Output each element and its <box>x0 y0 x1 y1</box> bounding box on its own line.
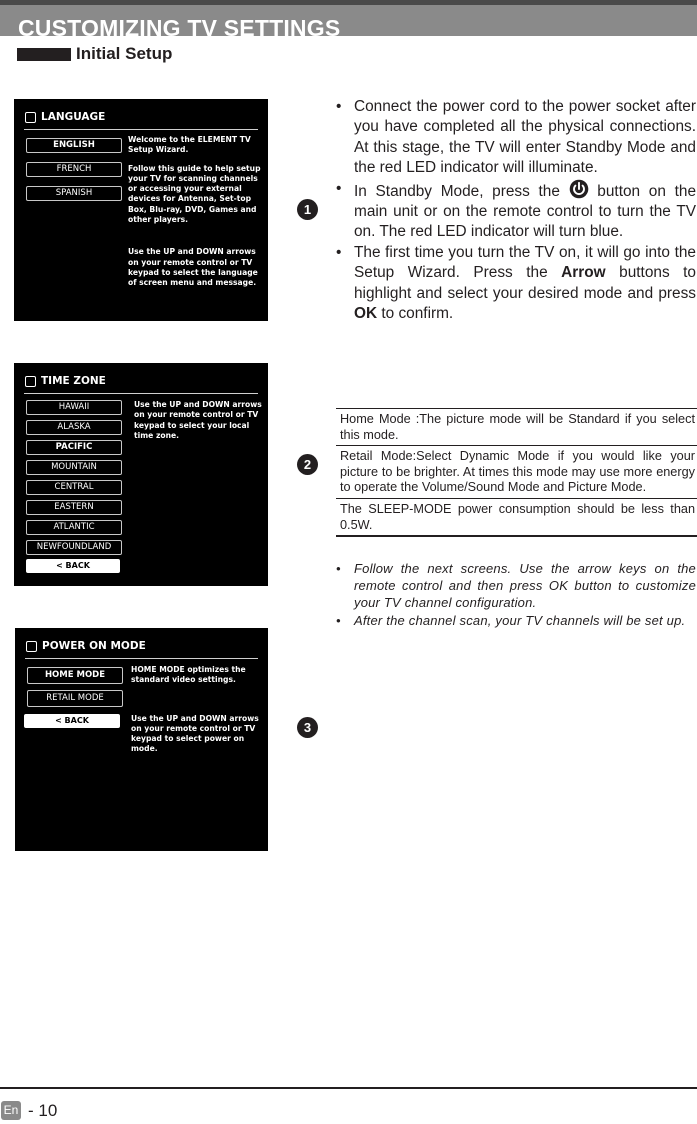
back-button[interactable]: < BACK <box>26 559 120 573</box>
divider <box>25 658 258 659</box>
language-badge: En <box>1 1101 21 1120</box>
section-marker <box>17 48 71 61</box>
instruction-text: Use the UP and DOWN arrows on your remote control or TV keypad to select power on mode. <box>131 713 259 754</box>
section-title: Initial Setup <box>76 44 173 63</box>
language-header <box>25 111 105 123</box>
table-row: Retail Mode:Select Dynamic Mode if you would like your picture to be brighter. At times this mode may use more energy to operate the Volume/Sound Mode and Picture Mode. <box>336 445 697 498</box>
ok-keyword: OK <box>354 305 378 323</box>
checkbox-icon <box>25 376 36 387</box>
arrow-keyword: Arrow <box>561 264 606 282</box>
page-title: CUSTOMIZING TV SETTINGS <box>18 15 341 36</box>
language-option-english[interactable]: ENGLISH <box>26 138 122 153</box>
back-button[interactable]: < BACK <box>24 714 120 728</box>
language-title: LANGUAGE <box>41 111 106 123</box>
language-option-french[interactable]: FRENCH <box>26 162 122 177</box>
timezone-option-pacific[interactable]: PACIFIC <box>26 440 122 455</box>
footer-rule <box>0 1087 697 1089</box>
timezone-header <box>25 375 106 387</box>
checkbox-icon <box>25 112 36 123</box>
table-row: Home Mode :The picture mode will be Standard if you select this mode. <box>336 408 697 445</box>
list-item: • After the channel scan, your TV channels will be set up. <box>336 612 696 629</box>
page-number: - 10 <box>28 1101 58 1120</box>
timezone-option-mountain[interactable]: MOUNTAIN <box>26 460 122 475</box>
poweron-screen <box>15 628 268 851</box>
table-row: The SLEEP-MODE power consumption should be less than 0.5W. <box>336 498 697 537</box>
home-mode-text: HOME MODE optimizes the standard video settings. <box>131 665 246 685</box>
step-1-marker: 1 <box>297 199 318 220</box>
timezone-option-hawaii[interactable]: HAWAII <box>26 400 122 415</box>
timezone-info <box>134 400 262 449</box>
mode-table <box>336 408 697 537</box>
timezone-option-central[interactable]: CENTRAL <box>26 480 122 495</box>
welcome-text: Welcome to the ELEMENT TV Setup Wizard. <box>128 135 251 155</box>
guide-text: Follow this guide to help setup your TV for scanning channels or accessing your external devices for Antenna, Set-top Box, Blu-ray, DVD, Games and other players. <box>128 163 261 225</box>
divider <box>24 393 258 394</box>
poweron-info <box>131 665 261 763</box>
poweron-option-retail[interactable]: RETAIL MODE <box>27 690 123 707</box>
divider <box>24 129 258 130</box>
instruction-text: Use the UP and DOWN arrows on your remote control or TV keypad to select your local time zone. <box>134 400 262 440</box>
timezone-screen <box>14 363 268 586</box>
timezone-title: TIME ZONE <box>41 375 106 387</box>
bullet-text: Connect the power cord to the power socket after you have completed all the physical connections. At this stage, the TV will enter Standby Mode and the red LED indicator will illuminate. <box>354 98 696 177</box>
bullet-text: to confirm. <box>377 305 454 323</box>
list-item <box>336 179 696 243</box>
step1-instructions <box>336 97 696 324</box>
list-item <box>336 97 696 179</box>
checkbox-icon <box>26 641 37 652</box>
language-option-spanish[interactable]: SPANISH <box>26 186 122 201</box>
poweron-header <box>26 640 146 652</box>
timezone-option-atlantic[interactable]: ATLANTIC <box>26 520 122 535</box>
timezone-option-alaska[interactable]: ALASKA <box>26 420 122 435</box>
instruction-text: Use the UP and DOWN arrows on your remote control or TV keypad to select the language of screen menu and message. <box>128 247 258 288</box>
bullet-text: buttons to highlight and select your desired mode and press <box>354 264 696 302</box>
power-icon <box>569 179 589 199</box>
poweron-option-home[interactable]: HOME MODE <box>27 667 123 684</box>
bullet-text: In Standby Mode, press the <box>354 182 569 200</box>
step-2-marker: 2 <box>297 454 318 475</box>
timezone-option-eastern[interactable]: EASTERN <box>26 500 122 515</box>
bullet-text: The first time you turn the TV on, it will go into the Setup Wizard. Press the <box>354 243 696 282</box>
language-screen <box>14 99 268 321</box>
list-item: • Follow the next screens. Use the arrow keys on the remote control and then press OK button to customize your TV channel configuration. <box>336 560 696 612</box>
poweron-title: POWER ON MODE <box>42 640 146 652</box>
language-info <box>128 135 264 297</box>
bullet-text: button on the main unit or on the remote control to turn the TV on. The red LED indicator will turn blue. <box>354 182 697 241</box>
step2-instructions <box>336 560 696 629</box>
step-3-marker: 3 <box>297 717 318 738</box>
list-item <box>336 243 696 325</box>
timezone-option-newfoundland[interactable]: NEWFOUNDLAND <box>26 540 122 555</box>
